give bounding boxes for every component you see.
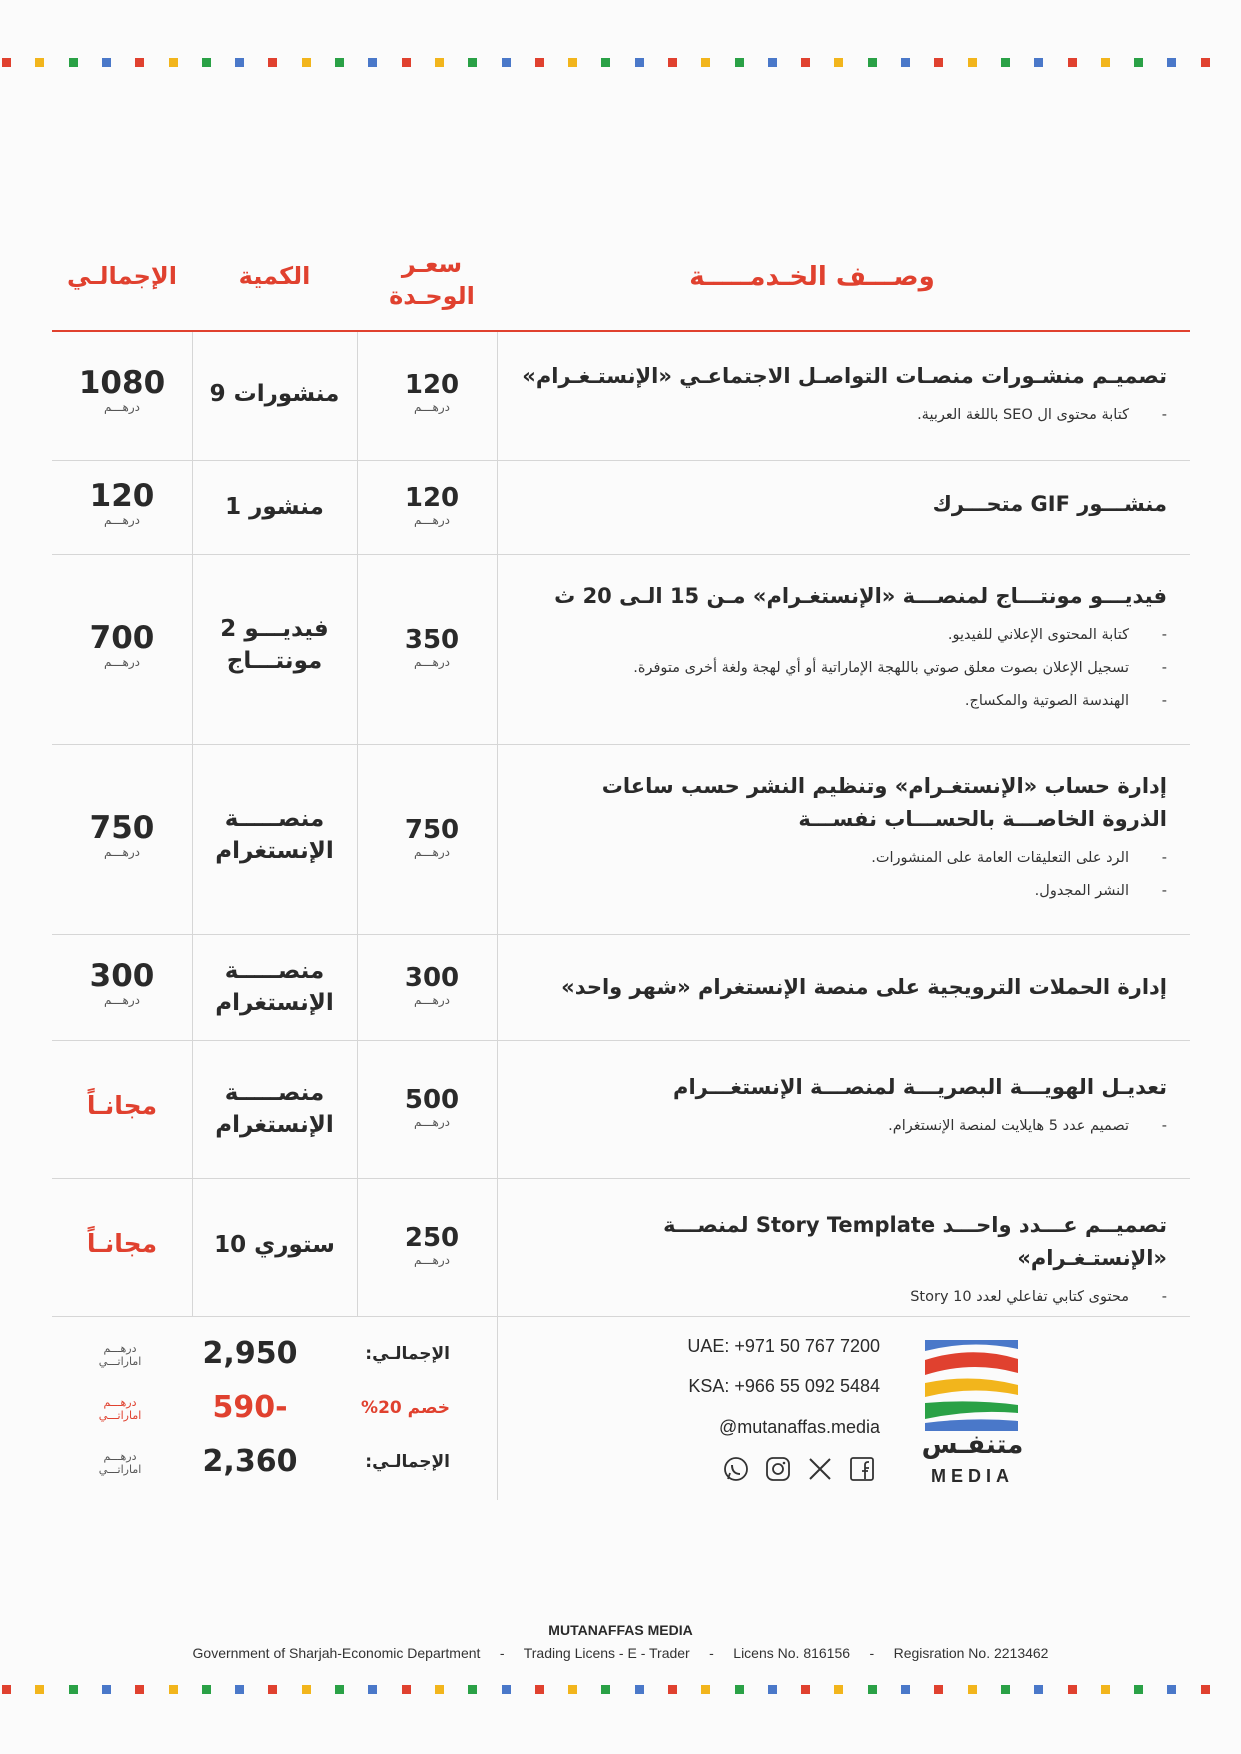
currency-line: درهـــم [103,1450,137,1463]
unit-price [357,963,507,1007]
top-dot-border [0,58,1241,68]
total-value: 120 [89,478,155,514]
service-bullet: - كتابة المحتوى الإعلاني للفيديو. [522,619,1167,652]
service-bullet: - محتوى كتابي تفاعلي لعدد 10 Story [522,1281,1167,1314]
border-dot [968,1685,977,1694]
border-dot [1034,58,1043,67]
line-total [52,621,192,669]
service-description [522,580,1167,718]
border-dot [868,58,877,67]
service-bullet: - الهندسة الصوتية والمكساج. [522,685,1167,718]
border-dot [601,1685,610,1694]
border-dot [934,58,943,67]
border-dot [1034,1685,1043,1694]
price-unit: درهـــم [414,845,450,859]
border-dot [535,58,544,67]
border-dot [535,1685,544,1694]
border-dot [502,1685,511,1694]
border-dot [302,1685,311,1694]
instagram-icon[interactable] [764,1455,790,1481]
border-dot [468,1685,477,1694]
border-dot [402,58,411,67]
service-title: تعديـل الهويـــة البصريـــة لمنصـــة الإنستغـــرام [673,1075,1167,1099]
service-title: إدارة الحملات الترويجية على منصة الإنستغرام «شهر واحد» [561,975,1167,999]
border-dot [568,1685,577,1694]
border-dot [568,58,577,67]
ksa-phone[interactable]: KSA: +966 55 092 5484 [688,1376,880,1396]
service-bullet: - كتابة محتوى ال SEO باللغة العربية. [522,399,1167,432]
border-dot [901,58,910,67]
currency-line: اماراتـــي [98,1409,142,1422]
unit-price [357,1223,507,1267]
total-free: مجانـاً [86,1091,158,1120]
price-value: 350 [404,625,460,655]
border-dot [235,1685,244,1694]
header-description: وصـــف الخـدمـــــة [689,262,935,292]
border-dot [668,1685,677,1694]
border-dot [1201,1685,1210,1694]
subtotal-label: الإجمالـي: [365,1344,450,1364]
border-dot [868,1685,877,1694]
quantity [192,1077,357,1141]
unit-price [357,815,507,859]
price-unit: درهـــم [414,513,450,527]
quantity [192,955,357,1019]
border-dot [1134,1685,1143,1694]
service-bullet: - الرد على التعليقات العامة على المنشورات. [522,842,1167,875]
table-row [52,1041,1190,1178]
border-dot [202,58,211,67]
service-description [522,1071,1167,1143]
price-value: 300 [404,963,460,993]
price-unit: درهـــم [414,400,450,414]
price-unit: درهـــم [414,1115,450,1129]
service-description [522,1209,1167,1314]
service-title: إدارة حساب «الإنستغـرام» وتنظيم النشر حسب ساعات الذروة الخاصـــة بالحســـاب نفســـة [601,774,1167,831]
border-dot [801,58,810,67]
border-dot [1068,58,1077,67]
border-dot [69,58,78,67]
border-dot [1101,58,1110,67]
currency-line: اماراتـــي [98,1355,142,1368]
line-total [52,366,192,414]
subtotal-value: 2,950 [202,1336,298,1371]
discount-label: خصم 20% [361,1398,450,1418]
border-dot [102,1685,111,1694]
total-unit: درهـــم [104,655,140,669]
total-value: 700 [89,620,155,656]
total-unit: درهـــم [104,993,140,1007]
total-unit: درهـــم [104,845,140,859]
currency-line: اماراتـــي [98,1463,142,1476]
header-total: الإجمالـي [67,262,177,290]
table-row [52,1179,1190,1316]
border-dot [368,1685,377,1694]
table-row [52,555,1190,744]
service-description [522,360,1167,432]
line-total [52,1229,192,1258]
total-value: 300 [89,958,155,994]
border-dot [1201,58,1210,67]
service-title: فيديـــو مونتـــاج لمنصـــة «الإنستغـرام» مـن 15 الـى 20 ث [554,584,1167,608]
footer-registration: Government of Sharjah-Economic Department - Trading Licens - E - Trader - Licens No. 816156 - Regisration No. 2213462 [192,1645,1049,1661]
table-row [52,332,1190,460]
border-dot [35,58,44,67]
border-dot [368,58,377,67]
grand-total-value: 2,360 [202,1444,298,1479]
discount-value: 590- [212,1390,288,1425]
border-dot [968,58,977,67]
border-dot [335,1685,344,1694]
price-value: 750 [404,815,460,845]
border-dot [69,1685,78,1694]
border-dot [402,1685,411,1694]
line-total [52,959,192,1007]
x-icon[interactable] [806,1455,832,1481]
logo-wordmark: متنفـس [921,1430,1024,1460]
border-dot [435,1685,444,1694]
border-dot [735,1685,744,1694]
service-title: تصميـم منشـورات منصـات التواصـل الاجتماعـي «الإنستـغـرام» [522,364,1167,388]
border-dot [302,58,311,67]
price-unit: درهـــم [414,993,450,1007]
unit-price [357,370,507,414]
currency-line: درهـــم [103,1342,137,1355]
border-dot [1001,1685,1010,1694]
border-dot [2,58,11,67]
price-value: 500 [404,1085,460,1115]
service-bullet: - تسجيل الإعلان بصوت معلق صوتي باللهجة الإماراتية أو أي لهجة ولغة أخرى متوفرة. [522,652,1167,685]
row-divider [52,1316,1190,1317]
border-dot [1068,1685,1077,1694]
grand-total-currency [70,1450,170,1476]
discount-currency [70,1396,170,1422]
unit-price [357,1085,507,1129]
border-dot [135,1685,144,1694]
border-dot [834,1685,843,1694]
subtotal-currency [70,1342,170,1368]
unit-price [357,625,507,669]
border-dot [635,58,644,67]
quantity-value: منصـــــة الإنستغرام [215,806,334,864]
service-bullet: - تصميم عدد 5 هايلايت لمنصة الإنستغرام. [522,1110,1167,1143]
border-dot [701,1685,710,1694]
header-quantity: الكمية [238,262,311,290]
quantity [192,378,357,410]
total-unit: درهـــم [104,513,140,527]
service-description [522,971,1167,1004]
table-row [52,935,1190,1040]
border-dot [335,58,344,67]
border-dot [735,58,744,67]
price-value: 120 [404,483,460,513]
quantity-value: 2 فيديـــو مونتـــاج [220,616,329,674]
border-dot [102,58,111,67]
quantity [192,803,357,867]
border-dot [1134,58,1143,67]
border-dot [1167,58,1176,67]
social-icons [722,1455,880,1483]
quantity-value: منصـــــة الإنستغرام [215,1080,334,1138]
uae-phone[interactable]: UAE: +971 50 767 7200 [687,1336,880,1356]
border-dot [1167,1685,1176,1694]
grand-total-label: الإجمالـي: [365,1452,450,1472]
border-dot [901,1685,910,1694]
border-dot [135,58,144,67]
border-dot [768,58,777,67]
border-dot [468,58,477,67]
border-dot [768,1685,777,1694]
service-description [522,770,1167,908]
price-value: 120 [404,370,460,400]
facebook-icon[interactable] [848,1455,874,1481]
border-dot [668,58,677,67]
table-header [52,240,1190,330]
whatsapp-icon[interactable] [722,1455,748,1481]
total-unit: درهـــم [104,400,140,414]
social-handle[interactable]: @mutanaffas.media [718,1417,880,1437]
quantity [192,491,357,523]
price-unit: درهـــم [414,655,450,669]
line-total [52,811,192,859]
border-dot [169,1685,178,1694]
border-dot [202,1685,211,1694]
border-dot [2,1685,11,1694]
table-row [52,745,1190,934]
quantity-value: 1 منشور [225,494,324,520]
border-dot [235,58,244,67]
line-total [52,1091,192,1120]
border-dot [635,1685,644,1694]
service-title: تصميــم عـــدد واحـــد Story Template لمنصـــة «الإنستـغـرام» [663,1213,1167,1270]
service-title: منشـــور GIF متحـــرك [932,492,1167,516]
border-dot [268,1685,277,1694]
currency-line: درهـــم [103,1396,137,1409]
total-free: مجانـاً [86,1229,158,1258]
border-dot [435,58,444,67]
unit-price [357,483,507,527]
bottom-dot-border [0,1685,1241,1695]
border-dot [934,1685,943,1694]
quantity-value: 9 منشورات [209,381,340,407]
border-dot [169,58,178,67]
border-dot [268,58,277,67]
quantity-value: منصـــــة الإنستغرام [215,958,334,1016]
border-dot [701,58,710,67]
logo-subtitle: MEDIA [931,1466,1014,1486]
border-dot [502,58,511,67]
table-row [52,461,1190,554]
border-dot [801,1685,810,1694]
footer-company-name: MUTANAFFAS MEDIA [548,1622,693,1638]
quantity-value: 10 ستوري [214,1232,335,1258]
service-bullet: - النشر المجدول. [522,875,1167,908]
border-dot [1101,1685,1110,1694]
border-dot [601,58,610,67]
total-value: 750 [89,810,155,846]
line-total [52,479,192,527]
border-dot [35,1685,44,1694]
header-unit-price: سعـر الوحـدة [389,250,475,310]
quantity [192,1229,357,1261]
border-dot [834,58,843,67]
price-unit: درهـــم [414,1253,450,1267]
service-description [522,488,1167,521]
total-value: 1080 [78,365,166,401]
quantity [192,613,357,677]
price-value: 250 [404,1223,460,1253]
border-dot [1001,58,1010,67]
